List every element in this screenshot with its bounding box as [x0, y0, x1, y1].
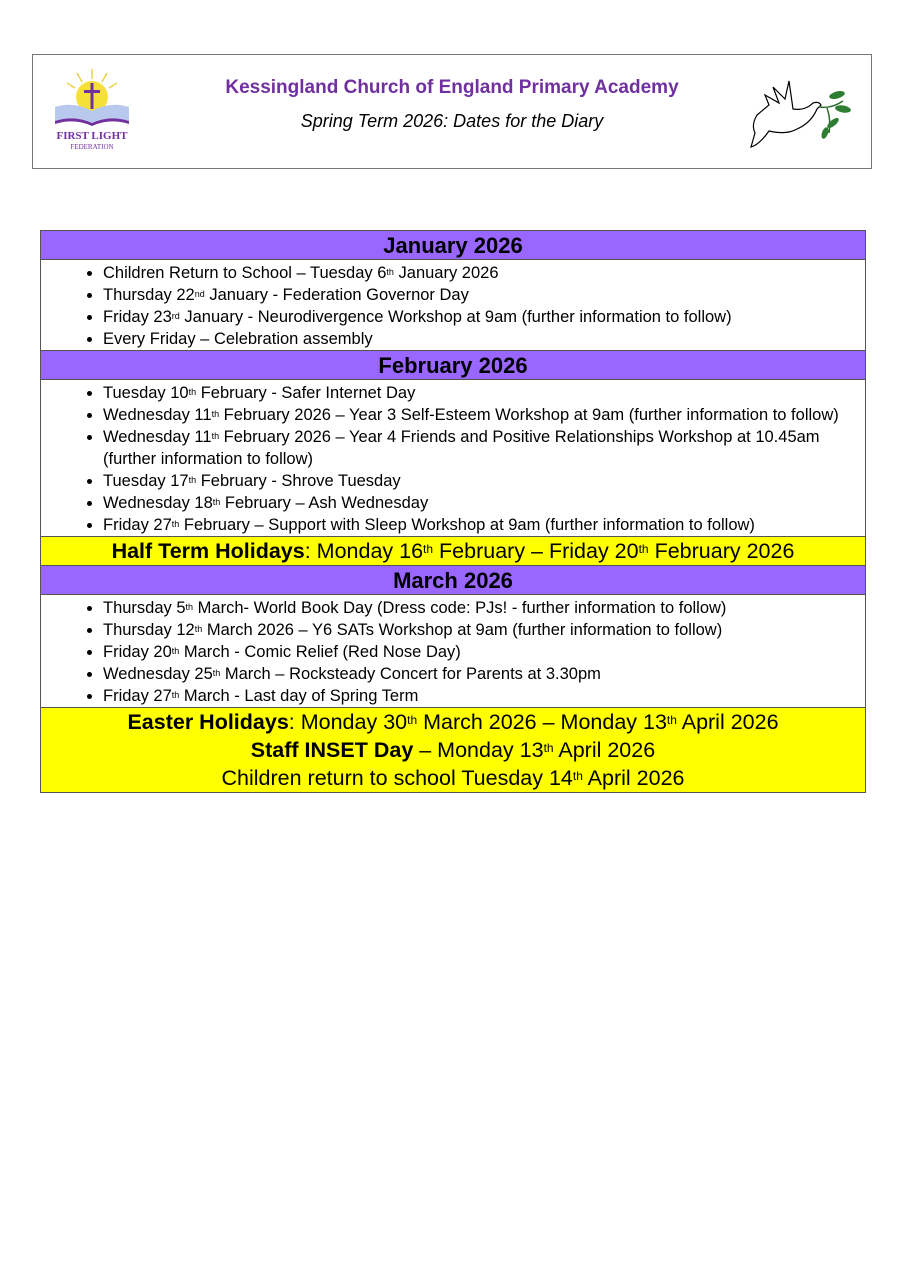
- ordinal-suffix: th: [211, 409, 220, 419]
- text-segment: Thursday 22: [103, 286, 195, 304]
- text-segment: February – Support with Sleep Workshop at 9am (further information to follow): [179, 516, 755, 534]
- month-header: January 2026: [41, 231, 865, 260]
- event-item: [103, 619, 865, 641]
- event-item: [103, 426, 865, 470]
- banner-label: Half Term Holidays: [111, 539, 305, 563]
- text-segment: March - Last day of Spring Term: [179, 687, 419, 705]
- text-segment: March - Comic Relief (Red Nose Day): [179, 643, 461, 661]
- text-segment: January - Federation Governor Day: [204, 286, 469, 304]
- holiday-banner: [41, 537, 865, 566]
- banner-line: [41, 537, 865, 565]
- text-segment: Every Friday – Celebration assembly: [103, 330, 373, 348]
- text-segment: January - Neurodivergence Workshop at 9am (further information to follow): [179, 308, 732, 326]
- ordinal-suffix: th: [212, 668, 221, 678]
- text-segment: March – Rocksteady Concert for Parents at 3.30pm: [220, 665, 601, 683]
- ordinal-suffix: th: [638, 542, 649, 556]
- ordinal-suffix: th: [188, 387, 197, 397]
- text-segment: February - Shrove Tuesday: [196, 472, 401, 490]
- event-item: [103, 663, 865, 685]
- event-item: [103, 685, 865, 707]
- ordinal-suffix: th: [188, 475, 197, 485]
- event-item: [103, 492, 865, 514]
- event-item: [103, 306, 865, 328]
- text-segment: Wednesday 18: [103, 494, 213, 512]
- ordinal-suffix: rd: [171, 311, 180, 321]
- ordinal-suffix: th: [171, 646, 180, 656]
- text-segment: February 2026 – Year 3 Self-Esteem Workshop at 9am (further information to follow): [219, 406, 839, 424]
- text-segment: February 2026: [648, 539, 795, 563]
- event-item: [103, 641, 865, 663]
- text-segment: Thursday 5: [103, 599, 186, 617]
- text-segment: Friday 27: [103, 516, 172, 534]
- ordinal-suffix: th: [572, 769, 583, 783]
- ordinal-suffix: th: [211, 431, 220, 441]
- event-item: [103, 284, 865, 306]
- document-subtitle: Spring Term 2026: Dates for the Diary: [300, 111, 604, 131]
- text-segment: February – Ash Wednesday: [220, 494, 429, 512]
- month-events: [41, 595, 865, 708]
- school-name: Kessingland Church of England Primary Academy: [225, 77, 679, 98]
- event-item: [103, 597, 865, 619]
- banner-line: [41, 764, 865, 792]
- ordinal-suffix: th: [407, 713, 418, 727]
- text-segment: February 2026 – Year 4 Friends and Positive Relationships Workshop at 10.45am (further information to follow): [103, 428, 820, 468]
- text-segment: : Monday 30: [288, 710, 408, 734]
- text-segment: April 2026: [676, 710, 779, 734]
- event-list: [41, 382, 865, 536]
- text-segment: April 2026: [553, 738, 656, 762]
- month-events: [41, 380, 865, 537]
- text-segment: April 2026: [582, 766, 685, 790]
- event-list: [41, 262, 865, 350]
- month-header: February 2026: [41, 351, 865, 380]
- text-segment: – Monday 13: [413, 738, 544, 762]
- event-list: [41, 597, 865, 707]
- ordinal-suffix: th: [423, 542, 434, 556]
- ordinal-suffix: th: [185, 602, 194, 612]
- logo-text: FIRST LIGHT: [56, 130, 128, 142]
- text-segment: Wednesday 11: [103, 428, 212, 446]
- dates-table: [40, 230, 866, 793]
- month-header: March 2026: [41, 566, 865, 595]
- text-segment: March 2026 – Monday 13: [417, 710, 667, 734]
- banner-line: [41, 736, 865, 764]
- letterhead: [32, 54, 872, 169]
- text-segment: March 2026 – Y6 SATs Workshop at 9am (further information to follow): [202, 621, 723, 639]
- event-item: [103, 328, 865, 350]
- text-segment: Children Return to School – Tuesday 6: [103, 264, 387, 282]
- ordinal-suffix: th: [171, 519, 180, 529]
- logo-text-sub: FEDERATION: [70, 143, 114, 151]
- banner-line: [41, 708, 865, 736]
- ordinal-suffix: th: [194, 624, 203, 634]
- event-item: [103, 382, 865, 404]
- text-segment: January 2026: [393, 264, 499, 282]
- text-segment: Friday 23: [103, 308, 172, 326]
- text-segment: Thursday 12: [103, 621, 195, 639]
- text-segment: February - Safer Internet Day: [196, 384, 416, 402]
- text-segment: Tuesday 17: [103, 472, 189, 490]
- text-segment: Friday 27: [103, 687, 172, 705]
- text-segment: : Monday 16: [304, 539, 424, 563]
- ordinal-suffix: th: [543, 741, 554, 755]
- text-segment: Wednesday 25: [103, 665, 213, 683]
- ordinal-suffix: th: [386, 267, 394, 277]
- holiday-banner: [41, 708, 865, 792]
- month-events: [41, 260, 865, 351]
- text-segment: March- World Book Day (Dress code: PJs! - further information to follow): [193, 599, 727, 617]
- banner-label: Easter Holidays: [127, 710, 289, 734]
- text-segment: Tuesday 10: [103, 384, 189, 402]
- text-segment: Friday 20: [103, 643, 172, 661]
- ordinal-suffix: th: [212, 497, 221, 507]
- ordinal-suffix: th: [666, 713, 677, 727]
- ordinal-suffix: nd: [194, 289, 205, 299]
- banner-label: Staff INSET Day: [250, 738, 414, 762]
- event-item: [103, 470, 865, 492]
- text-segment: Children return to school Tuesday 14: [221, 766, 573, 790]
- ordinal-suffix: th: [171, 690, 180, 700]
- event-item: [103, 514, 865, 536]
- dove-icon: [747, 75, 855, 151]
- text-segment: February – Friday 20: [433, 539, 639, 563]
- event-item: [103, 262, 865, 284]
- event-item: [103, 404, 865, 426]
- text-segment: Wednesday 11: [103, 406, 212, 424]
